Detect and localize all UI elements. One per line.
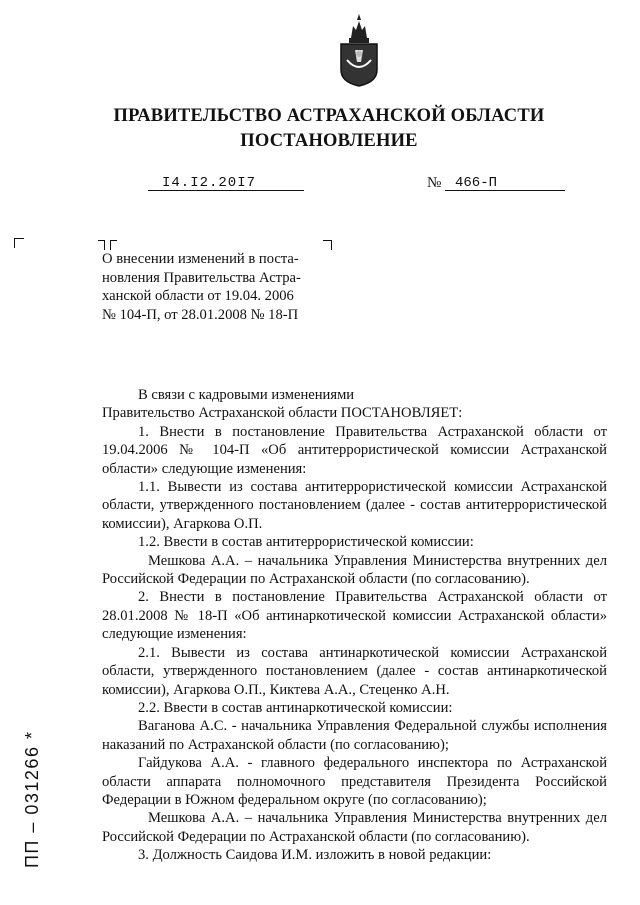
document-type-title: ПОСТАНОВЛЕНИЕ <box>240 131 418 151</box>
body-paragraph: В связи с кадровыми изменениями <box>138 387 355 403</box>
coat-of-arms-emblem <box>333 12 385 88</box>
body-paragraph: 1. Внести в постановление Правительства Астраханской области от 19.04.2006 № 104-П «Об антитеррористической комиссии Астраханской области» следующие изменения: <box>102 423 607 477</box>
body-paragraph: 2. Внести в постановление Правительства Астраханской области от 28.01.2008 № 18-П «Об антинаркотической комиссии Астраханской области» следующие изменения: <box>102 589 607 643</box>
document-date: I4.I2.20I7 <box>162 175 257 191</box>
body-paragraph: 3. Должность Саидова И.М. изложить в новой редакции: <box>138 847 492 864</box>
body-paragraph: 2.2. Ввести в состав антинаркотической комиссии: <box>138 699 453 716</box>
body-paragraph: Мешкова А.А. – начальника Управления Министерства внутренних дел Российской Федерации по Астраханской области (по согласованию). <box>102 810 607 845</box>
corner-mark-subject-left <box>98 240 105 250</box>
body-paragraph: 1.1. Вывести из состава антитеррористической комиссии Астраханской области, утвержденного постановлением (далее - состав антитеррористической комиссии), Агаркова О.П. <box>102 479 607 532</box>
corner-mark-left <box>14 238 24 248</box>
margin-registration-stamp: ПП – 031266 * <box>22 730 42 868</box>
document-body <box>102 386 607 865</box>
subject-line: ханской области от 19.04. 2006 <box>102 288 294 304</box>
subject-line: новления Правительства Астра- <box>102 269 301 286</box>
body-paragraph: 1.2. Ввести в состав антитеррористической комиссии: <box>138 534 474 551</box>
body-paragraph: Гайдукова А.А. - главного федерального инспектора по Астраханской области аппарата полномочного представителя Президента Российской Федерации в Южном федеральном округе (по согласованию); <box>102 755 607 808</box>
document-number: 466-П <box>455 175 498 191</box>
corner-mark-subject-left-inner <box>110 240 117 250</box>
date-underline <box>148 190 304 191</box>
body-paragraph: Ваганова А.С. - начальника Управления Федеральной службы исполнения наказаний по Астраханской области (по согласованию); <box>102 718 607 753</box>
government-title: ПРАВИТЕЛЬСТВО АСТРАХАНСКОЙ ОБЛАСТИ <box>113 106 545 126</box>
subject-line: № 104-П, от 28.01.2008 № 18-П <box>102 306 299 323</box>
corner-mark-subject-right <box>323 240 332 250</box>
body-paragraph: Правительство Астраханской области ПОСТАНОВЛЯЕТ: <box>102 405 463 422</box>
body-paragraph: Мешкова А.А. – начальника Управления Министерства внутренних дел Российской Федерации по Астраханской области (по согласованию). <box>102 552 607 588</box>
number-sign: № <box>427 175 442 191</box>
subject-line: О внесении изменений в поста- <box>102 251 299 267</box>
number-underline <box>445 190 565 191</box>
document-subject <box>102 250 332 324</box>
body-paragraph: 2.1. Вывести из состава антинаркотической комиссии Астраханской области, утвержденного постановлением (далее - состав антинаркотической комиссии), Агаркова О.П., Киктева А.А., Стеценко А.Н. <box>102 644 607 698</box>
